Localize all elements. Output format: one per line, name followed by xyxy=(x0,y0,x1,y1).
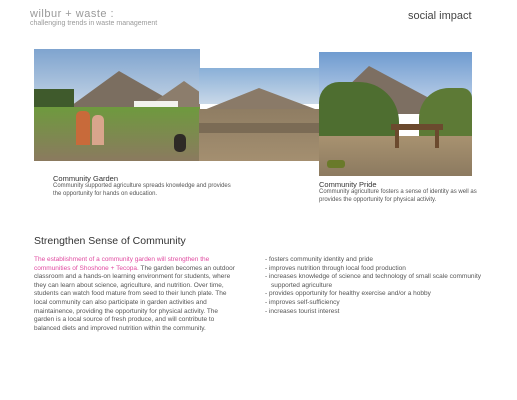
community-garden-photo xyxy=(34,49,200,161)
brand-title: wilbur + waste : xyxy=(30,8,115,20)
section-title: social impact xyxy=(408,10,472,22)
body-paragraph xyxy=(34,256,239,333)
list-item: - improves nutrition through local food production xyxy=(265,264,406,272)
caption-title-community-pride: Community Pride xyxy=(319,180,377,189)
garden-field-photo xyxy=(199,68,323,161)
paragraph-text: The garden becomes an outdoor classroom and a hands-on learning environment for students, where they can learn about science, agriculture, and nutrition. Over time, students can watch food mature from seed to their lunch plate. The local community can also participate in garden activities and maintainence, providing the opportunity for physical activity. The garden is a local source of fresh produce, and will contribute to balanced diets and improved nutrition within the community. xyxy=(34,264,235,332)
caption-title-community-garden: Community Garden xyxy=(53,174,119,183)
section-heading: Strengthen Sense of Community xyxy=(34,235,186,247)
list-item: - increases tourist interest xyxy=(265,307,340,315)
caption-text-community-garden: Community supported agriculture spreads knowledge and provides the opportunity for hands on education. xyxy=(53,183,231,197)
caption-text-community-pride: Community agriculture fosters a sense of identity as well as provides the opportunity for physical activity. xyxy=(319,189,477,203)
list-item: - provides opportunity for healthy exercise and/or a hobby xyxy=(265,290,431,298)
highlighted-statement: The establishment of a community garden will strengthen the communities of Shoshone + Tecopa. xyxy=(34,256,210,272)
community-pride-photo xyxy=(319,52,472,176)
benefits-list xyxy=(265,256,495,316)
brand-subtitle: challenging trends in waste management xyxy=(30,20,158,27)
list-item: - fosters community identity and pride xyxy=(265,256,374,263)
list-item: - improves self-sufficiency xyxy=(265,298,340,306)
list-item: - increases knowledge of science and technology of small scale community supported agriculture xyxy=(265,273,482,289)
